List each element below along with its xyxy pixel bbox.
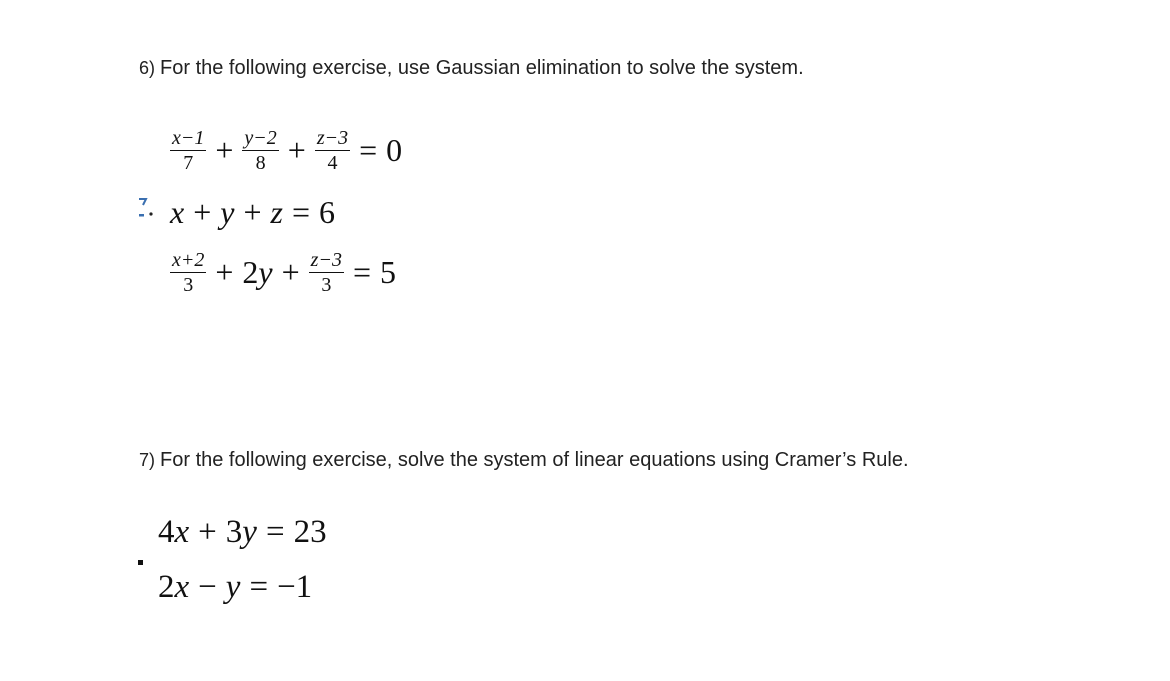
question-6-prompt [139,57,804,80]
variable: x [174,568,190,605]
question-7-number: 7) [139,450,156,470]
denominator: 4 [327,151,338,174]
operator: + [281,254,300,290]
question-6-text: For the following exercise, use Gaussian elimination to solve the system. [160,57,804,79]
rhs-value: 0 [386,131,403,168]
variable: z [270,193,283,230]
bullet-dot [138,560,143,565]
coefficient: 4 [158,513,175,550]
question-6-number: 6) [139,58,156,78]
coefficient: 2 [242,254,259,290]
operator: − [198,568,217,605]
operator: + [215,131,234,168]
variable: y [225,568,241,605]
coefficient: 2 [158,568,175,605]
rhs-value: 23 [293,513,327,550]
variable: y [220,193,235,230]
coefficient: 3 [225,513,243,550]
fraction [315,128,350,173]
rhs-value: 5 [380,254,396,290]
numerator: x+2 [172,249,205,271]
question-7-text: For the following exercise, solve the system of linear equations using Cramer’s Rule. [160,449,909,471]
numerator: z−3 [310,249,342,271]
rhs-value: −1 [277,568,313,605]
q7-equation-2 [158,565,312,609]
denominator: 3 [321,274,332,296]
equals-sign: = [352,254,371,290]
denominator: 8 [255,151,266,174]
equals-sign: = [249,568,269,605]
numerator: y−2 [244,126,277,149]
fraction [170,128,206,173]
fraction [170,250,206,295]
variable: x [174,513,190,550]
variable: x [170,193,185,230]
operator: + [193,193,212,230]
q6-equation-1 [170,120,402,180]
fraction [242,128,278,173]
q6-equation-2 [170,192,335,232]
equals-sign: = [359,131,378,168]
denominator: 3 [183,274,194,296]
q6-equation-3 [170,245,396,300]
rhs-value: 6 [319,193,335,230]
operator: + [287,131,306,168]
list-marker-icon [137,194,155,224]
fraction [309,250,344,295]
denominator: 7 [183,151,194,174]
operator: + [215,254,234,290]
numerator: z−3 [316,126,349,149]
q7-equation-1 [158,510,327,554]
operator: + [198,513,217,550]
operator: + [243,193,262,230]
variable: y [258,254,273,290]
question-7-prompt [139,449,909,472]
numerator: x−1 [172,126,205,149]
equals-sign: = [291,193,310,230]
equals-sign: = [265,513,285,550]
variable: y [242,513,257,550]
